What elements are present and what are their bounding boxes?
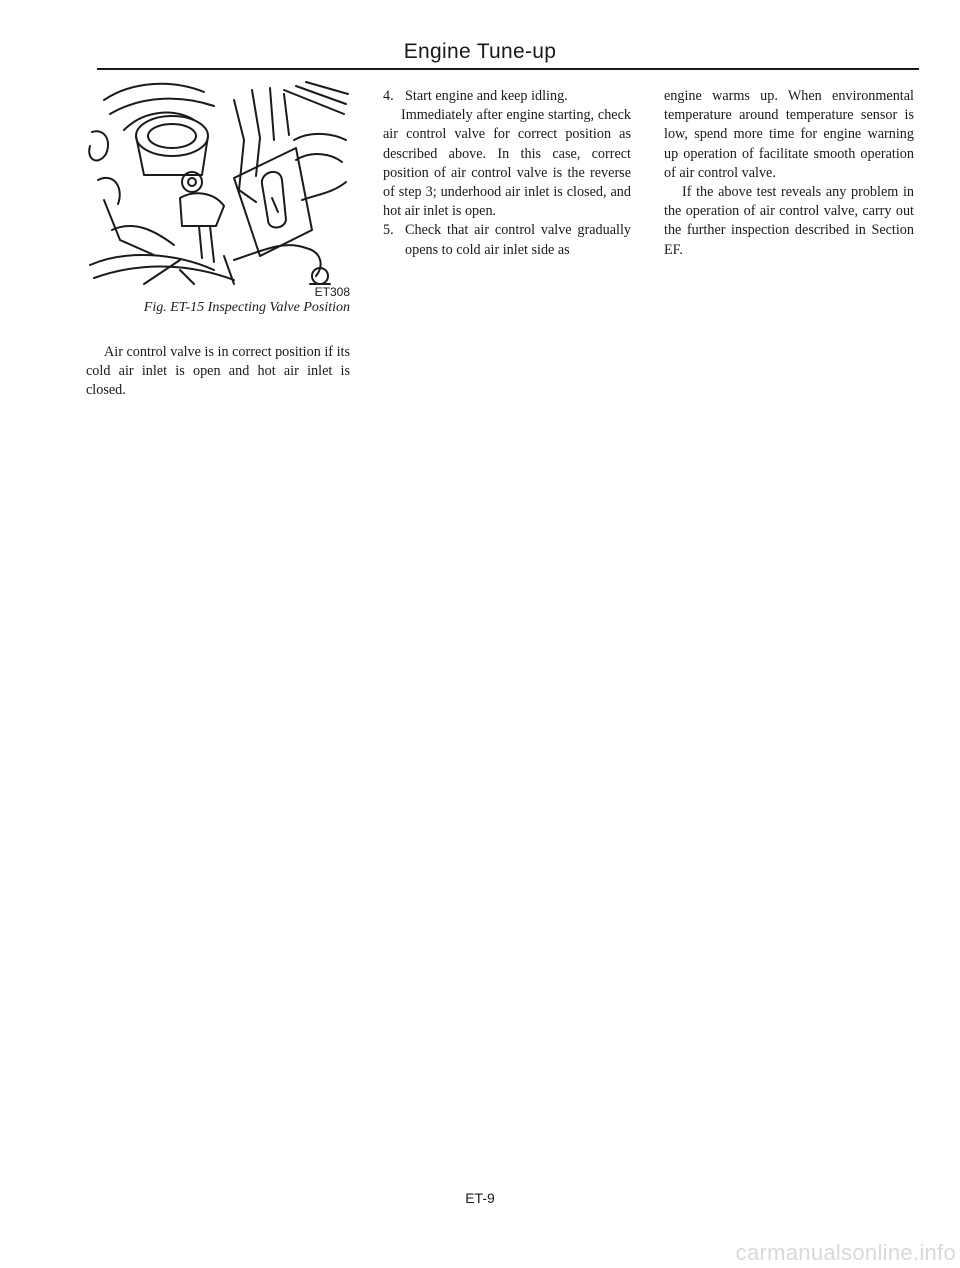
step-4-detail: Immediately after engine starting, check air control valve for correct position as described above. In this case, correct position of air control valve is the reverse of step 3; underhood air inlet is closed, and hot air inlet is open. (383, 107, 631, 220)
further-inspection-paragraph: If the above test reveals any problem in the operation of air control valve, carry out the further inspection described in Section EF. (664, 184, 914, 258)
header-rule (97, 68, 919, 70)
step-number: 4. (383, 88, 394, 104)
engine-air-control-valve-illustration (84, 80, 354, 290)
watermark: carmanualsonline.info (735, 1240, 956, 1265)
warm-up-paragraph: engine warms up. When environmental temperature around temperature sensor is low, spend more time for engine warning up operation of facilitate smooth operation of air control valve. (664, 88, 914, 181)
figure-caption: Fig. ET-15 Inspecting Valve Position (143, 300, 350, 315)
step-4 (383, 87, 631, 106)
column-3 (664, 87, 914, 260)
step-5 (383, 221, 631, 259)
step-text: Start engine and keep idling. (405, 88, 568, 104)
valve-position-paragraph: Air control valve is in correct position if its cold air inlet is open and hot air inlet is closed. (86, 344, 350, 399)
page-title: Engine Tune-up (403, 40, 557, 63)
column-2 (383, 87, 631, 260)
figure-id: ET308 (314, 285, 350, 299)
figure (84, 80, 354, 310)
page-number: ET-9 (465, 1190, 495, 1206)
step-number: 5. (383, 222, 394, 239)
step-text: Check that air control valve gradually opens to cold air inlet side as (405, 222, 631, 258)
column-1 (86, 343, 350, 401)
